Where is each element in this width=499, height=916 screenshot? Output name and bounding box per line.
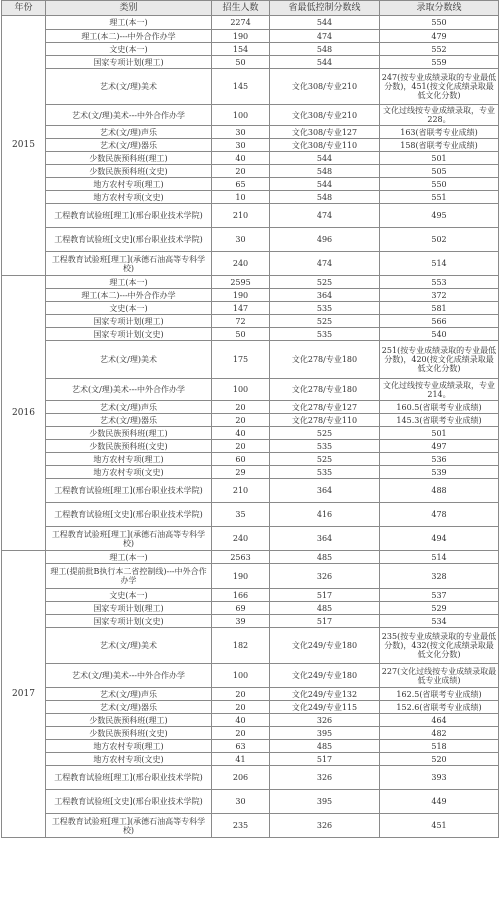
table-row: [2, 688, 499, 701]
table-row: [2, 701, 499, 714]
provincial-min-cell: 525: [270, 427, 380, 440]
provincial-min-cell: 544: [270, 152, 380, 165]
table-row: [2, 191, 499, 204]
category-cell: 少数民族预科班(理工): [46, 427, 212, 440]
provincial-min-cell: 364: [270, 479, 380, 503]
table-row: [2, 252, 499, 276]
enrollment-cell: 41: [212, 753, 270, 766]
category-cell: 艺术(文/理)美术---中外合作办学: [46, 105, 212, 126]
category-cell: 国家专项计划(文史): [46, 615, 212, 628]
table-row: [2, 427, 499, 440]
table-row: [2, 178, 499, 191]
admission-score-cell: 163(省联考专业成绩): [380, 126, 499, 139]
category-cell: 艺术(文/理)器乐: [46, 701, 212, 714]
enrollment-cell: 30: [212, 228, 270, 252]
provincial-min-cell: 544: [270, 56, 380, 69]
table-row: [2, 228, 499, 252]
table-row: [2, 551, 499, 564]
provincial-min-cell: 535: [270, 328, 380, 341]
provincial-min-cell: 474: [270, 252, 380, 276]
table-row: [2, 753, 499, 766]
admission-score-cell: 251(按专业成绩录取的专业最低分数)，420(按文化成绩录取最低文化分数): [380, 341, 499, 379]
enrollment-cell: 190: [212, 289, 270, 302]
table-row: [2, 453, 499, 466]
enrollment-cell: 29: [212, 466, 270, 479]
provincial-min-cell: 326: [270, 564, 380, 589]
admission-score-cell: 158(省联考专业成绩): [380, 139, 499, 152]
provincial-min-cell: 文化249/专业180: [270, 628, 380, 664]
admission-score-cell: 451: [380, 814, 499, 838]
table-row: [2, 69, 499, 105]
table-row: [2, 527, 499, 551]
enrollment-cell: 72: [212, 315, 270, 328]
header-year: 年份: [2, 1, 46, 16]
category-cell: 工程教育试验班[理工](承德石油高等专科学校): [46, 814, 212, 838]
category-cell: 工程教育试验班[文史](邢台职业技术学院): [46, 503, 212, 527]
provincial-min-cell: 文化278/专业180: [270, 379, 380, 401]
enrollment-cell: 147: [212, 302, 270, 315]
table-row: [2, 615, 499, 628]
category-cell: 理工(本一): [46, 16, 212, 30]
category-cell: 艺术(文/理)美术---中外合作办学: [46, 379, 212, 401]
enrollment-cell: 40: [212, 714, 270, 727]
category-cell: 工程教育试验班[理工](承德石油高等专科学校): [46, 527, 212, 551]
enrollment-cell: 206: [212, 766, 270, 790]
category-cell: 国家专项计划(理工): [46, 56, 212, 69]
provincial-min-cell: 525: [270, 276, 380, 289]
admission-score-cell: 文化过线按专业成绩录取，专业228。: [380, 105, 499, 126]
category-cell: 工程教育试验班[理工](邢台职业技术学院): [46, 479, 212, 503]
provincial-min-cell: 535: [270, 302, 380, 315]
table-row: [2, 126, 499, 139]
enrollment-cell: 100: [212, 105, 270, 126]
category-cell: 理工(本二)---中外合作办学: [46, 30, 212, 43]
header-admission-score: 录取分数线: [380, 1, 499, 16]
category-cell: 少数民族预科班(理工): [46, 152, 212, 165]
provincial-min-cell: 文化278/专业127: [270, 401, 380, 414]
provincial-min-cell: 544: [270, 178, 380, 191]
enrollment-cell: 2274: [212, 16, 270, 30]
table-row: [2, 315, 499, 328]
header-enrollment: 招生人数: [212, 1, 270, 16]
year-cell: 2017: [2, 551, 46, 838]
table-row: [2, 204, 499, 228]
admission-score-cell: 449: [380, 790, 499, 814]
provincial-min-cell: 文化278/专业110: [270, 414, 380, 427]
category-cell: 艺术(文/理)器乐: [46, 139, 212, 152]
provincial-min-cell: 548: [270, 43, 380, 56]
admission-score-cell: 502: [380, 228, 499, 252]
admission-score-cell: 566: [380, 315, 499, 328]
provincial-min-cell: 文化249/专业132: [270, 688, 380, 701]
enrollment-cell: 190: [212, 564, 270, 589]
enrollment-cell: 20: [212, 401, 270, 414]
provincial-min-cell: 364: [270, 289, 380, 302]
enrollment-cell: 210: [212, 204, 270, 228]
table-row: [2, 414, 499, 427]
admission-score-cell: 393: [380, 766, 499, 790]
provincial-min-cell: 416: [270, 503, 380, 527]
provincial-min-cell: 548: [270, 165, 380, 178]
provincial-min-cell: 485: [270, 740, 380, 753]
provincial-min-cell: 文化308/专业110: [270, 139, 380, 152]
admission-score-cell: 534: [380, 615, 499, 628]
table-row: [2, 152, 499, 165]
enrollment-cell: 2595: [212, 276, 270, 289]
admission-score-cell: 539: [380, 466, 499, 479]
enrollment-cell: 166: [212, 589, 270, 602]
provincial-min-cell: 文化249/专业115: [270, 701, 380, 714]
provincial-min-cell: 525: [270, 453, 380, 466]
table-row: [2, 589, 499, 602]
category-cell: 工程教育试验班[理工](邢台职业技术学院): [46, 766, 212, 790]
category-cell: 艺术(文/理)声乐: [46, 401, 212, 414]
admission-score-cell: 464: [380, 714, 499, 727]
table-row: [2, 740, 499, 753]
category-cell: 文史(本一): [46, 43, 212, 56]
admission-score-cell: 501: [380, 427, 499, 440]
header-provincial-min: 省最低控制分数线: [270, 1, 380, 16]
provincial-min-cell: 485: [270, 602, 380, 615]
enrollment-cell: 39: [212, 615, 270, 628]
provincial-min-cell: 文化249/专业180: [270, 664, 380, 688]
category-cell: 国家专项计划(理工): [46, 602, 212, 615]
category-cell: 艺术(文/理)声乐: [46, 688, 212, 701]
table-row: [2, 30, 499, 43]
header-category: 类别: [46, 1, 212, 16]
admission-score-cell: 160.5(省联考专业成绩): [380, 401, 499, 414]
table-row: [2, 440, 499, 453]
admission-score-cell: 559: [380, 56, 499, 69]
category-cell: 工程教育试验班[文史](邢台职业技术学院): [46, 228, 212, 252]
category-cell: 国家专项计划(理工): [46, 315, 212, 328]
enrollment-cell: 40: [212, 427, 270, 440]
category-cell: 地方农村专项(文史): [46, 466, 212, 479]
enrollment-cell: 50: [212, 328, 270, 341]
header-row: [2, 1, 499, 16]
category-cell: 艺术(文/理)美术---中外合作办学: [46, 664, 212, 688]
admission-score-cell: 537: [380, 589, 499, 602]
category-cell: 艺术(文/理)美术: [46, 341, 212, 379]
enrollment-cell: 60: [212, 453, 270, 466]
provincial-min-cell: 517: [270, 615, 380, 628]
category-cell: 少数民族预科班(文史): [46, 165, 212, 178]
table-row: [2, 602, 499, 615]
provincial-min-cell: 395: [270, 790, 380, 814]
admission-score-cell: 581: [380, 302, 499, 315]
category-cell: 地方农村专项(文史): [46, 753, 212, 766]
category-cell: 工程教育试验班[文史](邢台职业技术学院): [46, 790, 212, 814]
category-cell: 少数民族预科班(文史): [46, 440, 212, 453]
table-row: [2, 328, 499, 341]
category-cell: 艺术(文/理)美术: [46, 628, 212, 664]
provincial-min-cell: 544: [270, 16, 380, 30]
provincial-min-cell: 525: [270, 315, 380, 328]
category-cell: 文史(本一): [46, 302, 212, 315]
enrollment-cell: 30: [212, 126, 270, 139]
enrollment-cell: 182: [212, 628, 270, 664]
admission-score-cell: 482: [380, 727, 499, 740]
provincial-min-cell: 文化308/专业210: [270, 105, 380, 126]
enrollment-cell: 190: [212, 30, 270, 43]
provincial-min-cell: 485: [270, 551, 380, 564]
table-row: [2, 790, 499, 814]
admission-score-cell: 488: [380, 479, 499, 503]
table-row: [2, 628, 499, 664]
enrollment-cell: 20: [212, 440, 270, 453]
admission-score-cell: 497: [380, 440, 499, 453]
table-row: [2, 276, 499, 289]
admission-score-table: [1, 0, 499, 838]
table-row: [2, 379, 499, 401]
admission-score-cell: 550: [380, 16, 499, 30]
category-cell: 国家专项计划(文史): [46, 328, 212, 341]
admission-score-cell: 162.5(省联考专业成绩): [380, 688, 499, 701]
admission-score-cell: 328: [380, 564, 499, 589]
provincial-min-cell: 文化308/专业210: [270, 69, 380, 105]
enrollment-cell: 100: [212, 379, 270, 401]
table-row: [2, 766, 499, 790]
provincial-min-cell: 474: [270, 30, 380, 43]
admission-score-cell: 550: [380, 178, 499, 191]
provincial-min-cell: 548: [270, 191, 380, 204]
table-row: [2, 564, 499, 589]
admission-score-cell: 494: [380, 527, 499, 551]
enrollment-cell: 210: [212, 479, 270, 503]
category-cell: 理工(提前批B执行本二省控制线)---中外合作办学: [46, 564, 212, 589]
admission-score-cell: 505: [380, 165, 499, 178]
table-row: [2, 56, 499, 69]
enrollment-cell: 30: [212, 139, 270, 152]
admission-score-cell: 529: [380, 602, 499, 615]
admission-score-cell: 372: [380, 289, 499, 302]
category-cell: 理工(本一): [46, 276, 212, 289]
admission-score-cell: 152.6(省联考专业成绩): [380, 701, 499, 714]
provincial-min-cell: 326: [270, 766, 380, 790]
admission-score-cell: 553: [380, 276, 499, 289]
table-row: [2, 302, 499, 315]
enrollment-cell: 63: [212, 740, 270, 753]
enrollment-cell: 154: [212, 43, 270, 56]
admission-score-cell: 514: [380, 551, 499, 564]
enrollment-cell: 20: [212, 727, 270, 740]
provincial-min-cell: 535: [270, 440, 380, 453]
provincial-min-cell: 496: [270, 228, 380, 252]
provincial-min-cell: 517: [270, 753, 380, 766]
year-cell: 2016: [2, 276, 46, 551]
category-cell: 少数民族预科班(理工): [46, 714, 212, 727]
table-row: [2, 139, 499, 152]
table-row: [2, 289, 499, 302]
table-row: [2, 401, 499, 414]
enrollment-cell: 240: [212, 252, 270, 276]
enrollment-cell: 40: [212, 152, 270, 165]
provincial-min-cell: 326: [270, 714, 380, 727]
category-cell: 理工(本二)---中外合作办学: [46, 289, 212, 302]
admission-score-cell: 540: [380, 328, 499, 341]
admission-score-cell: 145.3(省联考专业成绩): [380, 414, 499, 427]
provincial-min-cell: 535: [270, 466, 380, 479]
table-row: [2, 341, 499, 379]
admission-score-cell: 536: [380, 453, 499, 466]
enrollment-cell: 69: [212, 602, 270, 615]
category-cell: 艺术(文/理)声乐: [46, 126, 212, 139]
table-row: [2, 664, 499, 688]
enrollment-cell: 50: [212, 56, 270, 69]
table-row: [2, 43, 499, 56]
table-row: [2, 503, 499, 527]
category-cell: 艺术(文/理)器乐: [46, 414, 212, 427]
enrollment-cell: 20: [212, 701, 270, 714]
enrollment-cell: 235: [212, 814, 270, 838]
admission-score-cell: 495: [380, 204, 499, 228]
admission-score-cell: 520: [380, 753, 499, 766]
category-cell: 少数民族预科班(文史): [46, 727, 212, 740]
category-cell: 工程教育试验班[理工](承德石油高等专科学校): [46, 252, 212, 276]
enrollment-cell: 145: [212, 69, 270, 105]
enrollment-cell: 35: [212, 503, 270, 527]
table-row: [2, 16, 499, 30]
category-cell: 地方农村专项(理工): [46, 178, 212, 191]
admission-score-cell: 501: [380, 152, 499, 165]
category-cell: 地方农村专项(理工): [46, 740, 212, 753]
admission-score-cell: 514: [380, 252, 499, 276]
category-cell: 工程教育试验班[理工](邢台职业技术学院): [46, 204, 212, 228]
provincial-min-cell: 326: [270, 814, 380, 838]
enrollment-cell: 20: [212, 688, 270, 701]
admission-score-cell: 551: [380, 191, 499, 204]
admission-score-cell: 479: [380, 30, 499, 43]
table-row: [2, 727, 499, 740]
provincial-min-cell: 517: [270, 589, 380, 602]
table-row: [2, 814, 499, 838]
enrollment-cell: 30: [212, 790, 270, 814]
category-cell: 地方农村专项(理工): [46, 453, 212, 466]
table-row: [2, 714, 499, 727]
enrollment-cell: 2563: [212, 551, 270, 564]
enrollment-cell: 65: [212, 178, 270, 191]
table-body: [2, 16, 499, 838]
admission-score-cell: 227(文化过线按专业成绩录取最低专业成绩): [380, 664, 499, 688]
category-cell: 文史(本一): [46, 589, 212, 602]
provincial-min-cell: 文化278/专业180: [270, 341, 380, 379]
provincial-min-cell: 395: [270, 727, 380, 740]
enrollment-cell: 240: [212, 527, 270, 551]
admission-score-cell: 518: [380, 740, 499, 753]
table-row: [2, 165, 499, 178]
enrollment-cell: 20: [212, 414, 270, 427]
table-row: [2, 105, 499, 126]
admission-score-cell: 247(按专业成绩录取的专业最低分数)，451(按文化成绩录取最低文化分数): [380, 69, 499, 105]
category-cell: 艺术(文/理)美术: [46, 69, 212, 105]
provincial-min-cell: 文化308/专业127: [270, 126, 380, 139]
enrollment-cell: 10: [212, 191, 270, 204]
admission-score-cell: 552: [380, 43, 499, 56]
admission-score-cell: 235(按专业成绩录取的专业最低分数)，432(按文化成绩录取最低文化分数): [380, 628, 499, 664]
category-cell: 地方农村专项(文史): [46, 191, 212, 204]
table-row: [2, 466, 499, 479]
admission-score-cell: 478: [380, 503, 499, 527]
enrollment-cell: 100: [212, 664, 270, 688]
admission-score-cell: 文化过线按专业成绩录取，专业214。: [380, 379, 499, 401]
table-row: [2, 479, 499, 503]
enrollment-cell: 20: [212, 165, 270, 178]
category-cell: 理工(本一): [46, 551, 212, 564]
enrollment-cell: 175: [212, 341, 270, 379]
provincial-min-cell: 474: [270, 204, 380, 228]
year-cell: 2015: [2, 16, 46, 276]
provincial-min-cell: 364: [270, 527, 380, 551]
